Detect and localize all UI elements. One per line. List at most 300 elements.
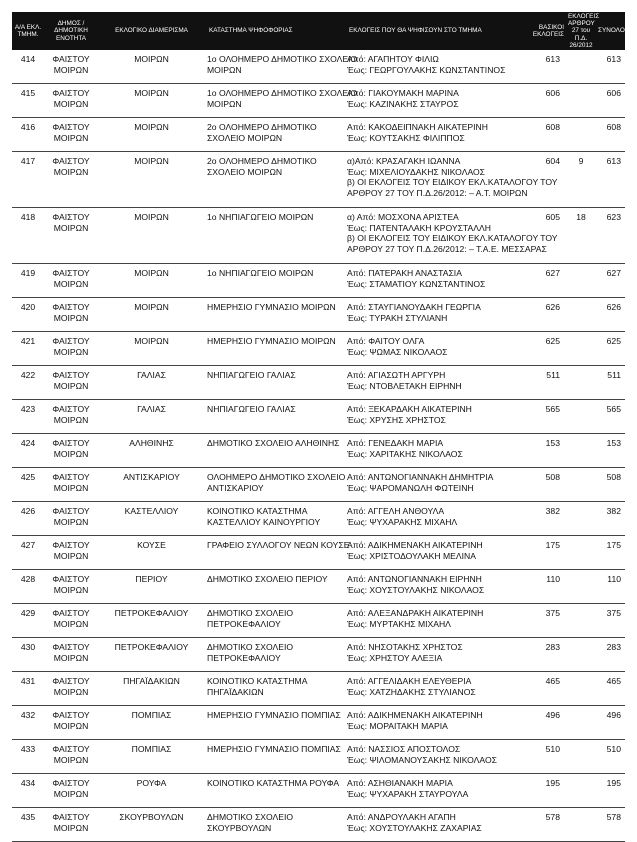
cell-total [596,536,625,570]
table-row [12,706,625,740]
cell-venue-line: ΜΟΙΡΩΝ [207,98,242,109]
cell-article-27-voters [566,152,596,208]
cell-venue [205,264,345,298]
cell-voters-range [345,298,524,332]
cell-district [98,434,205,468]
cell-venue-line: ΑΝΤΙΣΚΑΡΙΟΥ [207,482,264,493]
header-municipality: ΔΗΜΟΣ / ΔΗΜΟΤΙΚΗ ΕΝΟΤΗΤΑ [44,12,98,50]
cell-aa-line: 432 [20,710,36,720]
table-row [12,468,625,502]
cell-municipality-line: ΜΟΙΡΩΝ [53,414,89,425]
cell-voters-range-line: Έως: ΣΤΑΜΑΤΙΟΥ ΚΩΝΣΤΑΝΤΙΝΟΣ [347,278,486,289]
cell-voters-range [345,672,524,706]
cell-district-line: ΚΟΥΣΕ [137,540,166,550]
cell-voters-range-line: Έως: ΨΥΧΑΡΑΚΗ ΣΤΑΥΡΟΥΛΑ [347,788,469,799]
cell-basic-voters [524,264,566,298]
cell-voters-range-line: Από: ΠΑΤΕΡΑΚΗ ΑΝΑΣΤΑΣΙΑ [347,268,462,278]
cell-total-line: 625 [606,336,621,346]
cell-total [596,298,625,332]
cell-municipality [44,84,98,118]
cell-voters-range-line: Από: ΑΓΓΕΛΗ ΑΝΘΟΥΛΑ [347,506,445,516]
cell-article-27-voters [566,706,596,740]
cell-article-27-voters [566,434,596,468]
cell-voters-range-line: Έως: ΨΙΛΟΜΑΝΟΥΣΑΚΗΣ ΝΙΚΟΛΑΟΣ [347,754,497,765]
cell-municipality-line: ΦΑΙΣΤΟΥ [52,778,90,788]
table-header [12,12,625,50]
cell-municipality-line: ΦΑΙΣΤΟΥ [52,122,90,132]
cell-municipality [44,672,98,706]
cell-municipality [44,264,98,298]
cell-basic-voters-line: 375 [545,608,560,618]
header-voters-range: ΕΚΛΟΓΕΙΣ ΠΟΥ ΘΑ ΨΗΦΙΣΟΥΝ ΣΤΟ ΤΜΗΜΑ [345,12,524,50]
cell-venue-line: ΠΕΤΡΟΚΕΦΑΛΙΟΥ [207,618,281,629]
cell-article-27-voters [566,208,596,264]
cell-voters-range-line: Από: ΞΕΚΑΡΔΑΚΗ ΑΙΚΑΤΕΡΙΝΗ [347,404,472,414]
cell-municipality-line: ΦΑΙΣΤΟΥ [52,336,90,346]
header-district: ΕΚΛΟΓΙΚΟ ΔΙΑΜΕΡΙΣΜΑ [98,12,205,50]
cell-voters-range [345,400,524,434]
cell-basic-voters [524,468,566,502]
cell-venue [205,366,345,400]
table-row [12,400,625,434]
cell-municipality-line: ΜΟΙΡΩΝ [53,652,89,663]
cell-municipality [44,366,98,400]
cell-total [596,400,625,434]
cell-basic-voters [524,400,566,434]
cell-municipality-line: ΦΑΙΣΤΟΥ [52,540,90,550]
cell-voters-range-line: Από: ΦΑΙΤΟΥ ΟΛΓΑ [347,336,425,346]
cell-venue-line: 1ο ΝΗΠΙΑΓΩΓΕΙΟ ΜΟΙΡΩΝ [207,212,314,222]
cell-venue-line: ΔΗΜΟΤΙΚΟ ΣΧΟΛΕΙΟ [207,642,294,652]
cell-total [596,434,625,468]
cell-venue-line: ΠΗΓΑΪΔΑΚΙΩΝ [207,686,264,697]
cell-total [596,152,625,208]
cell-district-line: ΠΟΜΠΙΑΣ [131,744,172,754]
cell-venue [205,740,345,774]
cell-aa [12,740,44,774]
cell-venue-line: 1ο ΟΛΟΗΜΕΡΟ ΔΗΜΟΤΙΚΟ ΣΧΟΛΕΙΟ [207,54,358,64]
cell-venue [205,808,345,842]
cell-total [596,366,625,400]
cell-municipality-line: ΜΟΙΡΩΝ [53,754,89,765]
cell-venue [205,84,358,118]
cell-total [596,774,625,808]
cell-district [98,332,205,366]
cell-voters-range-line: Έως: ΨΥΧΑΡΑΚΗΣ ΜΙΧΑΗΛ [347,516,458,527]
cell-voters-range-line: Έως: ΧΟΥΣΤΟΥΛΑΚΗΣ ΝΙΚΟΛΑΟΣ [347,584,485,595]
cell-venue-line: ΗΜΕΡΗΣΙΟ ΓΥΜΝΑΣΙΟ ΠΟΜΠΙΑΣ [207,710,341,720]
cell-municipality-line: ΜΟΙΡΩΝ [53,380,89,391]
cell-voters-range-line: α)Από: ΚΡΑΣΑΓΑΚΗ ΙΩΑΝΝΑ [347,156,461,166]
cell-municipality [44,468,98,502]
cell-venue-line: ΣΚΟΥΡΒΟΥΛΩΝ [207,822,272,833]
cell-voters-range [345,434,524,468]
cell-basic-voters-line: 510 [545,744,560,754]
cell-total [596,502,625,536]
cell-voters-range-line: Έως: ΧΡΗΣΤΟΥ ΑΛΕΞΙΑ [347,652,443,663]
cell-venue-line: ΔΗΜΟΤΙΚΟ ΣΧΟΛΕΙΟ ΑΛΗΘΙΝΗΣ [207,438,340,448]
cell-total-line: 606 [606,88,621,98]
cell-municipality-line: ΦΑΙΣΤΟΥ [52,744,90,754]
cell-venue-line: ΚΑΣΤΕΛΛΙΟΥ ΚΑΙΝΟΥΡΓΙΟΥ [207,516,321,527]
table-row [12,332,625,366]
cell-voters-range-line: α) Από: ΜΟΣΧΟΝΑ ΑΡΙΣΤΕΑ [347,212,459,222]
cell-total-line: 613 [606,156,621,166]
cell-total [596,570,625,604]
cell-basic-voters-line: 496 [545,710,560,720]
table-row [12,208,625,264]
cell-article-27-voters [566,400,596,434]
cell-venue-line: ΗΜΕΡΗΣΙΟ ΓΥΜΝΑΣΙΟ ΠΟΜΠΙΑΣ [207,744,341,754]
cell-district [98,774,205,808]
cell-basic-voters [524,118,566,152]
cell-voters-range-line: Από: ΑΔΙΚΗΜΕΝΑΚΗ ΑΙΚΑΤΕΡΙΝΗ [347,710,483,720]
cell-article-27-voters [566,638,596,672]
cell-venue-line: ΟΛΟΗΜΕΡΟ ΔΗΜΟΤΙΚΟ ΣΧΟΛΕΙΟ [207,472,346,482]
cell-district-line: ΠΕΤΡΟΚΕΦΑΛΙΟΥ [114,608,189,618]
cell-aa-line: 414 [20,54,36,64]
cell-voters-range-line: Έως: ΜΥΡΤΑΚΗΣ ΜΙΧΑΗΛ [347,618,451,629]
cell-venue-line: ΚΟΙΝΟΤΙΚΟ ΚΑΤΑΣΤΗΜΑ [207,676,308,686]
cell-venue-line: ΔΗΜΟΤΙΚΟ ΣΧΟΛΕΙΟ ΠΕΡΙΟΥ [207,574,328,584]
cell-venue-line: 2ο ΟΛΟΗΜΕΡΟ ΔΗΜΟΤΙΚΟ [207,156,317,166]
cell-basic-voters [524,638,566,672]
cell-municipality [44,118,98,152]
table-row [12,152,625,208]
cell-municipality [44,208,98,264]
header-basic-voters: ΒΑΣΙΚΟΙ ΕΚΛΟΓΕΙΣ [524,12,566,50]
header-aa: Α/Α ΕΚΛ. ΤΜΗΜ. [12,12,44,50]
cell-municipality-line: ΜΟΙΡΩΝ [53,98,89,109]
cell-district-line: ΑΝΤΙΣΚΑΡΙΟΥ [123,472,180,482]
cell-aa-line: 430 [20,642,36,652]
cell-basic-voters [524,604,566,638]
cell-venue-line: 2ο ΟΛΟΗΜΕΡΟ ΔΗΜΟΤΙΚΟ [207,122,317,132]
cell-total-line: 195 [606,778,621,788]
cell-district-line: ΠΗΓΑΪΔΑΚΙΩΝ [123,676,180,686]
cell-venue-line: ΚΟΙΝΟΤΙΚΟ ΚΑΤΑΣΤΗΜΑ [207,506,308,516]
cell-total-line: 382 [606,506,621,516]
header-venue: ΚΑΤΑΣΤΗΜΑ ΨΗΦΟΦΟΡΙΑΣ [205,12,345,50]
cell-voters-range-line: Από: ΝΗΣΟΤΑΚΗΣ ΧΡΗΣΤΟΣ [347,642,463,652]
cell-article-27-voters [566,672,596,706]
cell-aa [12,672,44,706]
cell-municipality-line: ΜΟΙΡΩΝ [53,278,89,289]
cell-total-line: 110 [607,574,621,584]
cell-article-27-voters [566,50,596,84]
cell-aa-line: 418 [20,212,36,222]
cell-total-line: 510 [606,744,621,754]
cell-district [98,118,205,152]
cell-municipality-line: ΦΑΙΣΤΟΥ [52,370,90,380]
cell-venue-line: ΔΗΜΟΤΙΚΟ ΣΧΟΛΕΙΟ [207,608,294,618]
cell-venue [205,536,350,570]
cell-aa-line: 434 [20,778,36,788]
cell-basic-voters [524,298,566,332]
cell-municipality-line: ΜΟΙΡΩΝ [53,222,89,233]
cell-basic-voters-line: 508 [545,472,560,482]
cell-total [596,672,625,706]
cell-basic-voters-line: 511 [546,370,560,380]
cell-municipality-line: ΦΑΙΣΤΟΥ [52,642,90,652]
cell-voters-range-line: ΑΡΘΡΟΥ 27 ΤΟΥ Π.Δ.26/2012: – Α.Τ. ΜΟΙΡΩΝ [347,187,528,198]
cell-voters-range [345,536,524,570]
cell-venue [205,570,345,604]
cell-voters-range-line: Από: ΑΝΤΩΝΟΓΙΑΝΝΑΚΗ ΕΙΡΗΝΗ [347,574,482,584]
cell-voters-range-line: Από: ΑΝΤΩΝΟΓΙΑΝΝΑΚΗ ΔΗΜΗΤΡΙΑ [347,472,494,482]
cell-municipality [44,774,98,808]
cell-total-line: 608 [606,122,621,132]
cell-venue-line: 1ο ΟΛΟΗΜΕΡΟ ΔΗΜΟΤΙΚΟ ΣΧΟΛΕΙΟ [207,88,358,98]
cell-voters-range [345,740,524,774]
cell-district-line: ΜΟΙΡΩΝ [134,268,169,278]
table-row [12,774,625,808]
cell-total-line: 465 [606,676,621,686]
cell-basic-voters-line: 465 [545,676,560,686]
cell-venue-line: ΗΜΕΡΗΣΙΟ ΓΥΜΝΑΣΙΟ ΜΟΙΡΩΝ [207,336,336,346]
cell-venue [205,706,345,740]
cell-basic-voters-line: 578 [545,812,560,822]
cell-total-line: 175 [606,540,621,550]
cell-municipality-line: ΜΟΙΡΩΝ [53,482,89,493]
cell-municipality-line: ΦΑΙΣΤΟΥ [52,268,90,278]
cell-article-27-voters [566,366,596,400]
cell-aa-line: 423 [20,404,36,414]
table-row [12,536,625,570]
cell-voters-range-line: Έως: ΧΑΡΙΤΑΚΗΣ ΝΙΚΟΛΑΟΣ [347,448,463,459]
cell-basic-voters-line: 625 [545,336,560,346]
cell-municipality [44,298,98,332]
cell-district-line: ΜΟΙΡΩΝ [134,122,169,132]
cell-municipality [44,808,98,842]
cell-district [98,536,205,570]
cell-district-line: ΜΟΙΡΩΝ [134,88,169,98]
header-article-27-voters: ΕΚΛΟΓΕΙΣ ΑΡΘΡΟΥ 27 του Π.Δ. 26/2012 [568,12,600,49]
cell-district-line: ΑΛΗΘΙΝΗΣ [129,438,174,448]
cell-municipality-line: ΦΑΙΣΤΟΥ [52,676,90,686]
cell-municipality [44,152,98,208]
cell-article-27-voters [566,774,596,808]
cell-basic-voters-line: 175 [545,540,560,550]
cell-voters-range-line: Από: ΓΕΝΕΔΑΚΗ ΜΑΡΙΑ [347,438,444,448]
cell-municipality [44,570,98,604]
cell-municipality [44,604,98,638]
cell-venue-line: ΓΡΑΦΕΙΟ ΣΥΛΛΟΓΟΥ ΝΕΩΝ ΚΟΥΣΕ [207,540,350,550]
cell-basic-voters [524,570,566,604]
cell-voters-range-line: Έως: ΜΙΧΕΛΙΟΥΔΑΚΗΣ ΝΙΚΟΛΑΟΣ [347,166,485,177]
cell-voters-range [345,50,524,84]
cell-total [596,706,625,740]
cell-voters-range-line: Έως: ΝΤΟΒΛΕΤΑΚΗ ΕΙΡΗΝΗ [347,380,462,391]
cell-aa [12,468,44,502]
cell-basic-voters-line: 627 [545,268,560,278]
cell-article-27-voters-line: 9 [578,156,584,166]
cell-municipality-line: ΦΑΙΣΤΟΥ [52,212,90,222]
cell-aa [12,604,44,638]
cell-municipality-line: ΜΟΙΡΩΝ [53,618,89,629]
cell-total [596,468,625,502]
cell-basic-voters-line: 606 [545,88,560,98]
cell-aa-line: 428 [20,574,36,584]
cell-voters-range-line: Από: ΑΓΙΑΣΩΤΗ ΑΡΓΥΡΗ [347,370,446,380]
cell-total [596,84,625,118]
cell-venue-line: ΜΟΙΡΩΝ [207,64,242,75]
cell-municipality [44,400,98,434]
cell-municipality [44,638,98,672]
cell-basic-voters-line: 195 [545,778,560,788]
cell-venue [205,50,358,84]
cell-district-line: ΠΕΡΙΟΥ [135,574,168,584]
cell-municipality-line: ΦΑΙΣΤΟΥ [52,812,90,822]
cell-voters-range [345,706,524,740]
cell-total-line: 565 [606,404,621,414]
cell-municipality [44,740,98,774]
cell-basic-voters [524,774,566,808]
cell-voters-range-line: Από: ΓΙΑΚΟΥΜΑΚΗ ΜΑΡΙΝΑ [347,88,459,98]
cell-district [98,706,205,740]
cell-district [98,208,205,264]
cell-venue [205,118,345,152]
cell-venue [205,502,345,536]
cell-municipality-line: ΦΑΙΣΤΟΥ [52,506,90,516]
cell-municipality-line: ΦΑΙΣΤΟΥ [52,54,90,64]
cell-voters-range [345,332,524,366]
cell-municipality-line: ΜΟΙΡΩΝ [53,788,89,799]
cell-basic-voters-line: 153 [545,438,560,448]
cell-venue-line: ΚΟΙΝΟΤΙΚΟ ΚΑΤΑΣΤΗΜΑ ΡΟΥΦΑ [207,778,340,788]
cell-basic-voters [524,740,566,774]
cell-venue [205,604,345,638]
cell-aa-line: 433 [20,744,36,754]
cell-total-line: 496 [606,710,621,720]
cell-district-line: ΠΟΜΠΙΑΣ [131,710,172,720]
cell-voters-range-line: Από: ΣΤΑΥΓΙΑΝΟΥΔΑΚΗ ΓΕΩΡΓΙΑ [347,302,481,312]
table-row [12,604,625,638]
cell-municipality-line: ΜΟΙΡΩΝ [53,166,89,177]
cell-municipality-line: ΜΟΙΡΩΝ [53,550,89,561]
cell-basic-voters-line: 283 [545,642,560,652]
cell-total-line: 283 [606,642,621,652]
cell-basic-voters-line: 605 [545,212,560,222]
cell-venue [205,774,345,808]
cell-voters-range-line: β) ΟΙ ΕΚΛΟΓΕΙΣ ΤΟΥ ΕΙΔΙΚΟΥ ΕΚΛ.ΚΑΤΑΛΟΓΟΥ ΤΟΥ [347,177,558,188]
cell-article-27-voters [566,298,596,332]
cell-total-line: 153 [606,438,621,448]
cell-basic-voters-line: 626 [545,302,560,312]
cell-aa [12,434,44,468]
table-row [12,434,625,468]
cell-article-27-voters [566,604,596,638]
cell-article-27-voters [566,502,596,536]
cell-aa-line: 420 [20,302,36,312]
cell-district [98,264,205,298]
cell-venue-line: ΗΜΕΡΗΣΙΟ ΓΥΜΝΑΣΙΟ ΜΟΙΡΩΝ [207,302,336,312]
cell-aa-line: 425 [20,472,36,482]
cell-municipality [44,332,98,366]
cell-district-line: ΜΟΙΡΩΝ [134,336,169,346]
cell-venue-line: ΣΧΟΛΕΙΟ ΜΟΙΡΩΝ [207,166,283,177]
cell-aa-line: 424 [20,438,36,448]
cell-voters-range-line: Από: ΑΣΗΘΙΑΝΑΚΗ ΜΑΡΙΑ [347,778,453,788]
cell-total [596,638,625,672]
cell-aa [12,502,44,536]
cell-municipality [44,536,98,570]
cell-basic-voters [524,50,566,84]
table-row [12,570,625,604]
cell-venue [205,152,345,208]
cell-venue-line: ΠΕΤΡΟΚΕΦΑΛΙΟΥ [207,652,281,663]
cell-district [98,298,205,332]
cell-district-line: ΓΑΛΙΑΣ [137,404,166,414]
cell-article-27-voters [566,332,596,366]
cell-district [98,570,205,604]
cell-voters-range-line: Έως: ΧΟΥΣΤΟΥΛΑΚΗΣ ΖΑΧΑΡΙΑΣ [347,822,482,833]
cell-municipality [44,434,98,468]
cell-total-line: 626 [606,302,621,312]
cell-aa-line: 416 [20,122,36,132]
cell-basic-voters-line: 604 [545,156,560,166]
cell-district [98,50,205,84]
table-row [12,264,625,298]
cell-municipality-line: ΜΟΙΡΩΝ [53,132,89,143]
cell-voters-range-line: Έως: ΚΟΥΤΣΑΚΗΣ ΦΙΛΙΠΠΟΣ [347,132,465,143]
cell-venue-line: ΝΗΠΙΑΓΩΓΕΙΟ ΓΑΛΙΑΣ [207,370,296,380]
cell-basic-voters-line: 613 [545,54,560,64]
cell-district-line: ΣΚΟΥΡΒΟΥΛΩΝ [119,812,184,822]
cell-voters-range [345,774,524,808]
cell-municipality-line: ΜΟΙΡΩΝ [53,686,89,697]
cell-municipality-line: ΜΟΙΡΩΝ [53,312,89,323]
cell-municipality-line: ΦΑΙΣΤΟΥ [52,472,90,482]
cell-voters-range-line: Έως: ΨΑΡΟΜΑΝΩΛΗ ΦΩΤΕΙΝΗ [347,482,474,493]
cell-district-line: ΜΟΙΡΩΝ [134,156,169,166]
cell-municipality-line: ΜΟΙΡΩΝ [53,720,89,731]
cell-voters-range [345,808,524,842]
cell-aa-line: 426 [20,506,36,516]
cell-district [98,400,205,434]
cell-voters-range [345,502,524,536]
cell-district-line: ΓΑΛΙΑΣ [137,370,166,380]
cell-total-line: 627 [606,268,621,278]
cell-aa [12,366,44,400]
cell-aa-line: 431 [20,676,36,686]
cell-basic-voters [524,332,566,366]
cell-aa [12,332,44,366]
cell-district-line: ΠΕΤΡΟΚΕΦΑΛΙΟΥ [114,642,189,652]
cell-municipality-line: ΜΟΙΡΩΝ [53,584,89,595]
cell-district-line: ΜΟΙΡΩΝ [134,212,169,222]
cell-municipality-line: ΦΑΙΣΤΟΥ [52,438,90,448]
cell-total [596,264,625,298]
cell-basic-voters [524,808,566,842]
table-row [12,672,625,706]
cell-aa [12,570,44,604]
cell-aa [12,400,44,434]
cell-voters-range-line: Έως: ΨΩΜΑΣ ΝΙΚΟΛΑΟΣ [347,346,448,357]
cell-venue [205,434,345,468]
cell-voters-range [345,570,524,604]
cell-total [596,332,625,366]
cell-municipality [44,50,98,84]
cell-district [98,672,205,706]
cell-district [98,152,205,208]
cell-total-line: 508 [606,472,621,482]
table-row [12,366,625,400]
cell-basic-voters-line: 565 [545,404,560,414]
cell-aa [12,774,44,808]
cell-municipality-line: ΜΟΙΡΩΝ [53,516,89,527]
cell-aa [12,298,44,332]
